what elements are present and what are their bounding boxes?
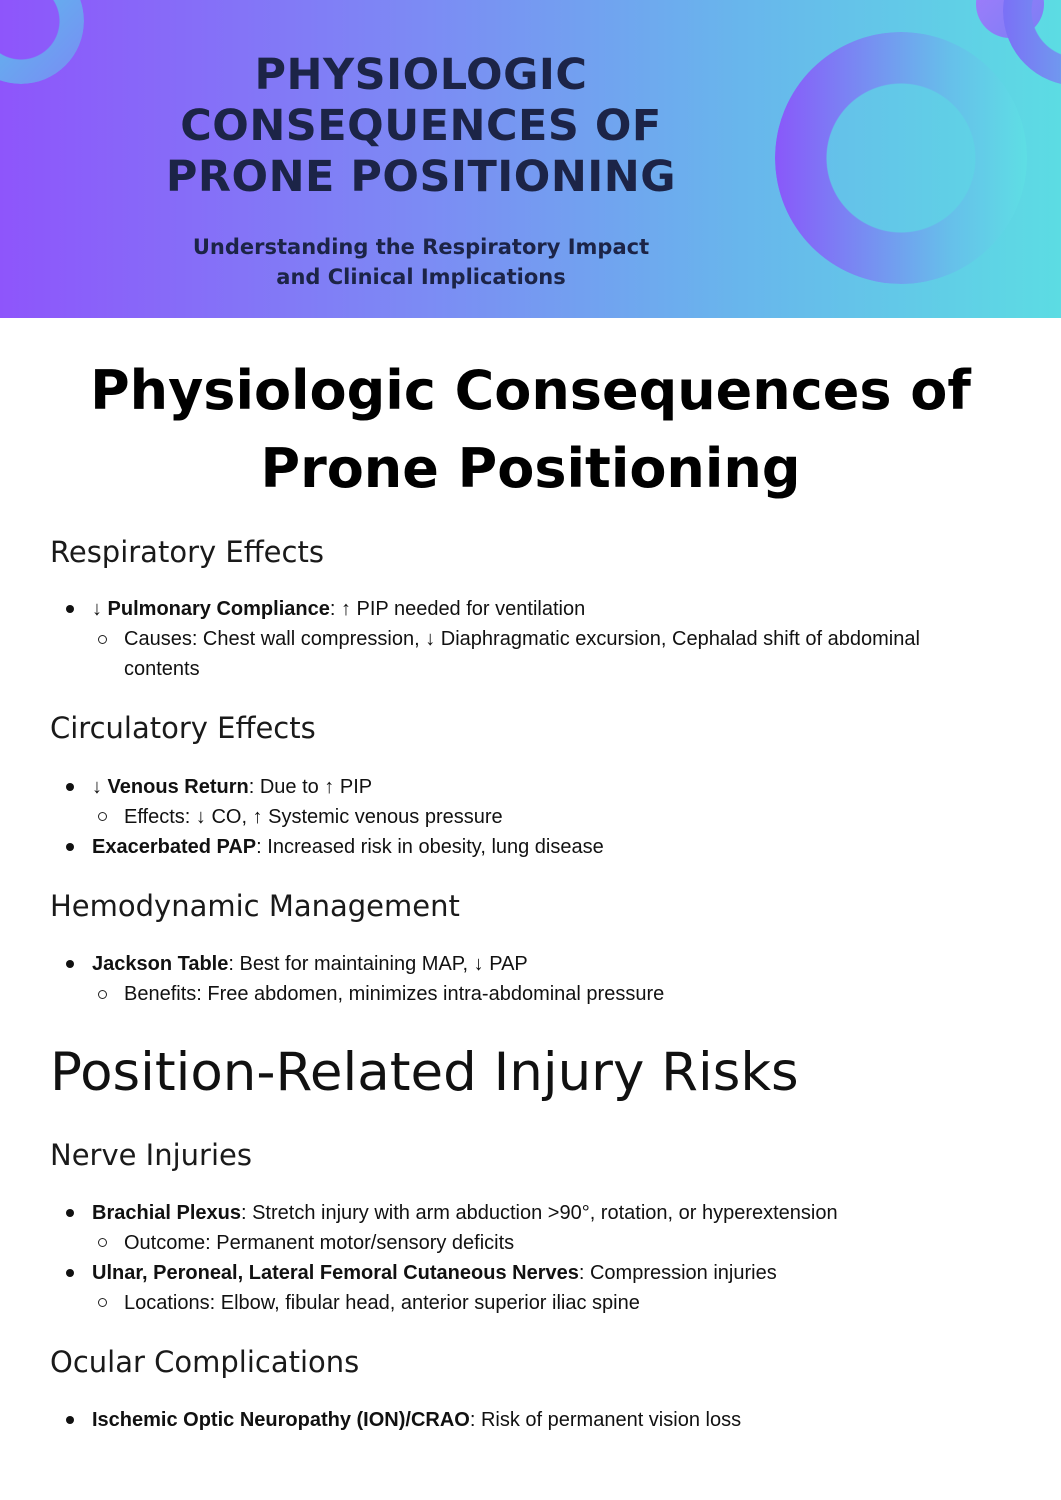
header-banner	[0, 0, 1061, 318]
section-heading-nerve-injuries: Nerve Injuries	[50, 1138, 252, 1172]
list-item-jackson-table	[92, 949, 528, 979]
bullet-text: : ↑ PIP needed for ventilation	[329, 598, 586, 620]
sub-bullet-circle	[98, 1298, 107, 1307]
bullet-term: ↓ Pulmonary Compliance	[92, 598, 330, 620]
document-title-line: Physiologic Consequences of	[90, 359, 971, 422]
banner-subtitle	[150, 232, 692, 292]
section-heading-hemodynamic: Hemodynamic Management	[50, 889, 460, 923]
banner-title-line: PRONE POSITIONING	[165, 152, 677, 202]
bullet-term: ↓ Venous Return	[92, 776, 249, 798]
sub-item-locations: Locations: Elbow, fibular head, anterior superior iliac spine	[124, 1292, 640, 1314]
bullet-term: Jackson Table	[92, 953, 229, 975]
bullet-term: Ulnar, Peroneal, Lateral Femoral Cutaneous Nerves	[92, 1262, 579, 1284]
section-title-injury-risks: Position-Related Injury Risks	[50, 1042, 799, 1103]
sub-item-outcome: Outcome: Permanent motor/sensory deficits	[124, 1232, 515, 1254]
list-item-exacerbated-pap	[92, 832, 604, 862]
bullet-dot	[66, 1416, 74, 1424]
section-heading-respiratory: Respiratory Effects	[50, 535, 324, 569]
bullet-dot	[66, 1269, 74, 1277]
bullet-text: : Increased risk in obesity, lung disease	[256, 836, 604, 858]
bullet-dot	[66, 783, 74, 791]
sub-bullet-circle	[98, 635, 107, 644]
decorative-ring-top-left	[0, 0, 84, 84]
bullet-text: : Compression injuries	[578, 1262, 777, 1284]
list-item-brachial-plexus	[92, 1198, 838, 1228]
banner-title-line: PHYSIOLOGIC	[254, 50, 588, 100]
sub-bullet-circle	[98, 812, 107, 821]
decorative-ring-large	[775, 32, 1027, 284]
list-item-compression-nerves	[92, 1258, 777, 1288]
bullet-term: Brachial Plexus	[92, 1202, 241, 1224]
banner-title-line: CONSEQUENCES OF	[180, 101, 662, 151]
list-item-ischemic-optic-neuropathy	[92, 1405, 741, 1435]
section-heading-circulatory: Circulatory Effects	[50, 711, 316, 745]
list-item-venous-return	[92, 772, 372, 802]
bullet-term: Exacerbated PAP	[92, 836, 257, 858]
sub-item-effects: Effects: ↓ CO, ↑ Systemic venous pressure	[124, 806, 503, 828]
sub-bullet-circle	[98, 990, 107, 999]
bullet-dot	[66, 960, 74, 968]
document-title	[40, 352, 1021, 508]
bullet-text: : Risk of permanent vision loss	[469, 1409, 742, 1431]
bullet-text: : Due to ↑ PIP	[248, 776, 373, 798]
decorative-ring-top-right	[1003, 0, 1061, 86]
sub-item-causes-line2: contents	[124, 658, 200, 680]
list-item-pulmonary-compliance	[92, 594, 585, 624]
bullet-term: Ischemic Optic Neuropathy (ION)/CRAO	[92, 1409, 470, 1431]
document-title-line: Prone Positioning	[260, 437, 801, 500]
banner-title	[130, 50, 712, 203]
banner-subtitle-line: Understanding the Respiratory Impact	[192, 235, 650, 259]
bullet-dot	[66, 605, 74, 613]
sub-item-causes-line1: Causes: Chest wall compression, ↓ Diaphragmatic excursion, Cephalad shift of abdominal	[124, 628, 920, 650]
sub-item-benefits: Benefits: Free abdomen, minimizes intra-abdominal pressure	[124, 983, 665, 1005]
bullet-dot	[66, 843, 74, 851]
bullet-text: : Best for maintaining MAP, ↓ PAP	[228, 953, 528, 975]
banner-subtitle-line: and Clinical Implications	[276, 265, 566, 289]
section-heading-ocular: Ocular Complications	[50, 1345, 360, 1379]
bullet-dot	[66, 1209, 74, 1217]
bullet-text: : Stretch injury with arm abduction >90°, rotation, or hyperextension	[240, 1202, 838, 1224]
sub-bullet-circle	[98, 1238, 107, 1247]
